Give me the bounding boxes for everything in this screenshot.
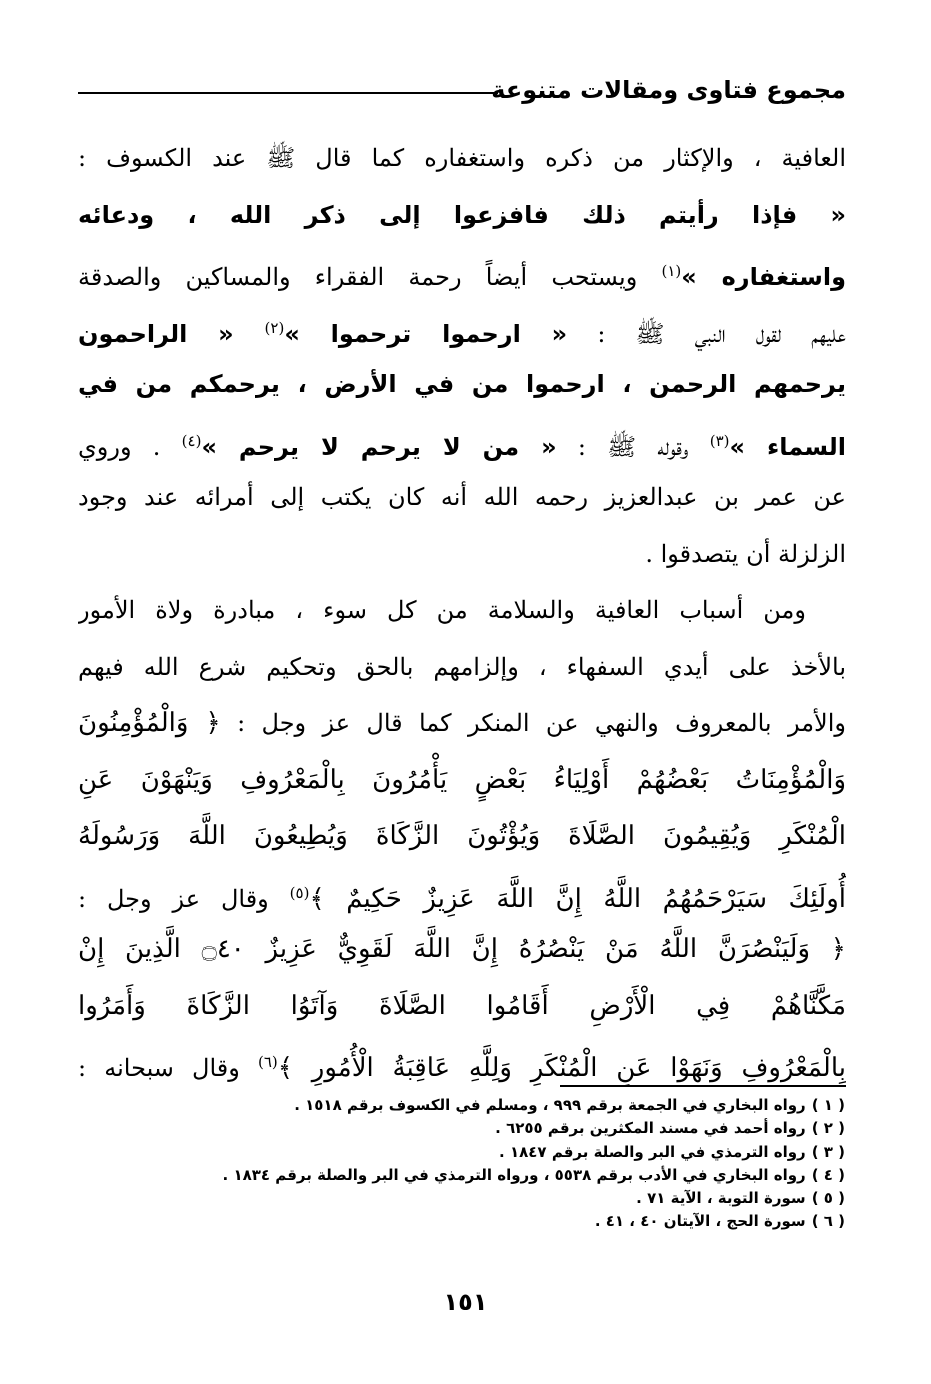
text-line (78, 356, 846, 413)
quran-text: ﴿ وَلَيَنْصُرَنَّ اللَّهُ مَنْ يَنْصُرُهُ إِنَّ اللَّهَ لَقَوِيٌّ عَزِيزٌ ۝٤٠ الَّذِينَ إِنْ (78, 934, 846, 964)
footnotes (105, 1094, 845, 1234)
text-span: ويستحب أيضاً رحمة الفقراء والمساكين والصدقة (78, 263, 662, 291)
text-line (78, 469, 846, 526)
main-text (78, 130, 846, 1091)
footnote-ref: (٦) (258, 1053, 278, 1071)
footnote-text: رواه أحمد في مسند المكثرين برقم ٦٢٥٥ . (495, 1119, 806, 1138)
footnote-ref: (٢) (264, 318, 285, 337)
footnote-number: ( ٤ ) (811, 1165, 845, 1184)
quran-text: وَالْمُؤْمِنَاتُ بَعْضُهُمْ أَوْلِيَاءُ بَعْضٍ يَأْمُرُونَ بِالْمَعْرُوفِ وَيَنْهَوْنَ عَنِ (78, 764, 846, 795)
footnote-number: ( ٥ ) (811, 1189, 845, 1208)
footnote-ref: (٣) (709, 431, 730, 450)
footnote-number: ( ١ ) (811, 1096, 845, 1114)
footnote-number: ( ٢ ) (811, 1119, 845, 1138)
text-line (78, 808, 846, 865)
hadith-text: « من لا يرحم لا يرحم » (201, 432, 557, 461)
text-line (78, 865, 846, 922)
footnote-text: رواه البخاري في الأدب برقم ٥٥٣٨ ، ورواه الترمذي في البر والصلة برقم ١٨٣٤ . (222, 1165, 806, 1184)
footnote-ref: (٤) (181, 431, 202, 450)
text-line (78, 526, 846, 583)
footnote-text: رواه الترمذي في البر والصلة برقم ١٨٤٧ . (499, 1142, 806, 1161)
footnote-number: ( ٣ ) (811, 1142, 845, 1161)
text-line (78, 639, 846, 696)
text-line (78, 130, 846, 187)
footnote (105, 1187, 845, 1210)
text-line (78, 695, 846, 752)
footnote (105, 1141, 845, 1164)
hadith-text: « ارحموا ترحموا » (284, 319, 568, 348)
text-span: والأمر بالمعروف والنهي عن المنكر كما قال عز وجل : (220, 709, 846, 737)
text-line (78, 413, 846, 470)
footnote (105, 1094, 845, 1117)
quran-text: مَكَّنَّاهُمْ فِي الْأَرْضِ أَقَامُوا الصَّلَاةَ وَآتَوُا الزَّكَاةَ وَأَمَرُوا (78, 990, 846, 1021)
header-rule (78, 92, 498, 94)
footnote-text: سورة الحج ، الآيتان ٤٠ ، ٤١ . (594, 1212, 806, 1231)
quran-text: ﴿ وَالْمُؤْمِنُونَ (78, 708, 221, 738)
hadith-text: « فإذا رأيتم ذلك فافزعوا إلى ذكر الله ، ودعائه (78, 200, 846, 229)
footnote-ref: (١) (661, 262, 682, 280)
text-line (78, 187, 846, 244)
footnote-text: رواه البخاري في الجمعة برقم ٩٩٩ ، ومسلم في الكسوف برقم ١٥١٨ . (294, 1096, 806, 1114)
text-span: وقوله ﷺ : (556, 432, 710, 461)
footnote-text: سورة التوبة ، الآية ٧١ . (636, 1189, 806, 1208)
hadith-text: واستغفاره » (681, 263, 846, 291)
footnote-ref: (٥) (289, 883, 310, 902)
footnote (105, 1117, 845, 1140)
hadith-text: يرحمهم الرحمن ، ارحموا من في الأرض ، يرحمكم من في (78, 370, 846, 398)
text-span: وقال سبحانه : (78, 1054, 258, 1082)
text-line (78, 1034, 846, 1091)
text-span: عن عمر بن عبدالعزيز رحمه الله أنه كان يكتب إلى أمرائه عند وجود (78, 483, 846, 511)
text-line (78, 300, 846, 357)
text-span: وقال عز وجل : (78, 884, 290, 913)
running-header (78, 72, 846, 108)
footnote-separator (560, 1085, 846, 1087)
footnote (105, 1210, 845, 1233)
text-line (78, 582, 846, 639)
quran-text: أُولَئِكَ سَيَرْحَمُهُمُ اللَّهُ إِنَّ اللَّهَ عَزِيزٌ حَكِيمٌ ﴾ (309, 883, 846, 914)
text-span: . وروي (78, 432, 182, 461)
quran-text: الْمُنْكَرِ وَيُقِيمُونَ الصَّلَاةَ وَيُؤْتُونَ الزَّكَاةَ وَيُطِيعُونَ اللَّهَ وَرَسُولَهُ (78, 821, 846, 851)
text-span: بالأخذ على أيدي السفهاء ، وإلزامهم بالحق وتحكيم شرع الله فيهم (78, 652, 846, 681)
header-title: مجموع فتاوى ومقالات متنوعة (491, 76, 846, 104)
hadith-text: السماء » (729, 432, 846, 461)
text-line (78, 978, 846, 1035)
text-line (78, 921, 846, 978)
text-span: العافية ، والإكثار من ذكره واستغفاره كما قال ﷺ عند الكسوف : (78, 144, 846, 172)
footnote (105, 1164, 845, 1187)
text-line (78, 243, 846, 300)
footnote-number: ( ٦ ) (811, 1212, 845, 1231)
text-span: عليهم لقول النبي ﷺ : (567, 319, 846, 348)
text-line (78, 752, 846, 809)
text-span: الزلزلة أن يتصدقوا . (645, 539, 846, 568)
hadith-text: « الراحمون (78, 319, 265, 348)
quran-text: بِالْمَعْرُوفِ وَنَهَوْا عَنِ الْمُنْكَرِ وَلِلَّهِ عَاقِبَةُ الْأُمُورِ ﴾ (277, 1053, 846, 1083)
text-span: ومن أسباب العافية والسلامة من كل سوء ، مبادرة ولاة الأمور (78, 596, 806, 624)
page-number: ١٥١ (443, 1288, 488, 1316)
